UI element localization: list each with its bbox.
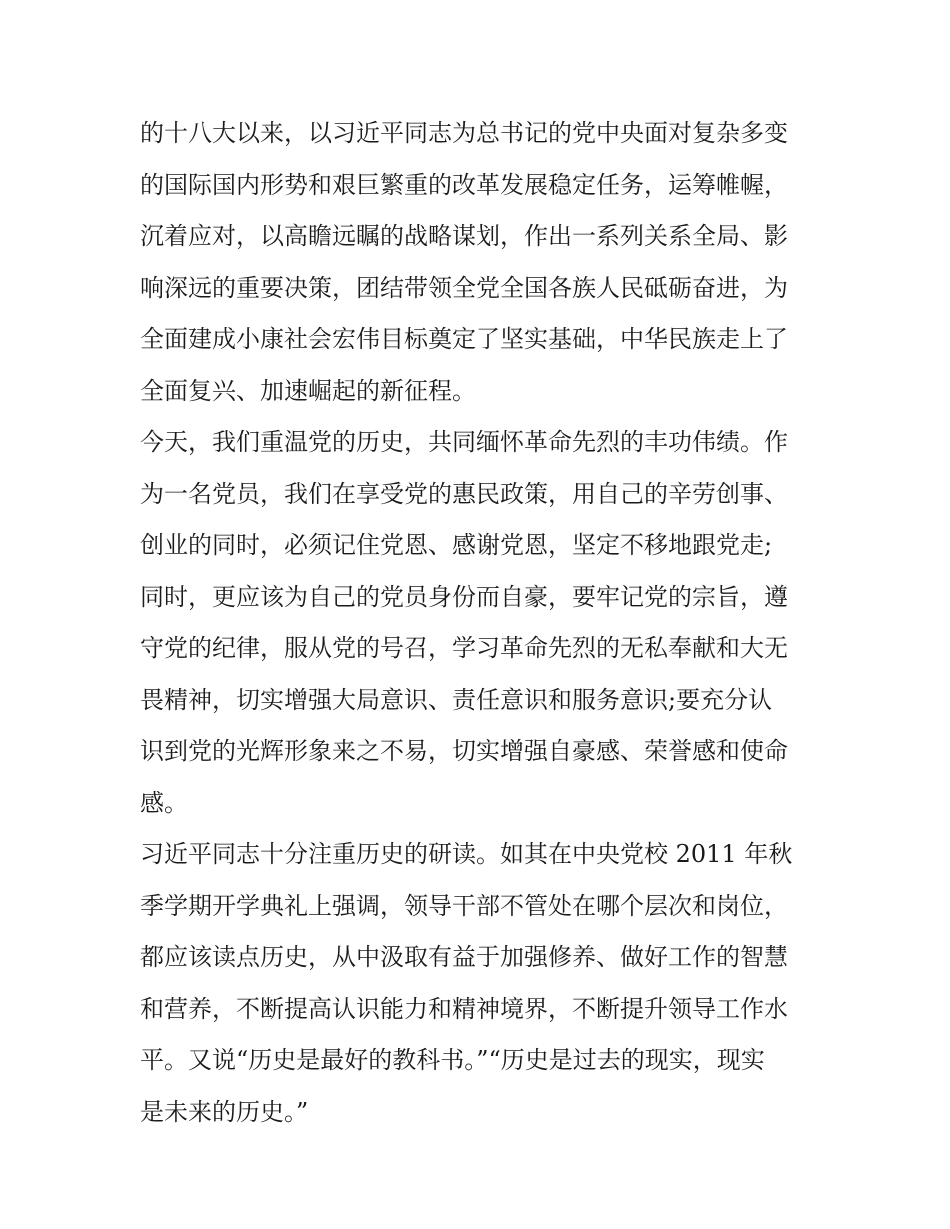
text-line: 为一名党员，我们在享受党的惠民政策，用自己的辛劳创事、 bbox=[140, 479, 788, 508]
text-line: 守党的纪律，服从党的号召，学习革命先烈的无私奉献和大无 bbox=[140, 634, 788, 662]
text-line: 是未来的历史。” bbox=[140, 1097, 309, 1126]
text-line: 全面建成小康社会宏伟目标奠定了坚实基础，中华民族走上了 bbox=[140, 325, 788, 353]
text-line: 和营养，不断提高认识能力和精神境界，不断提升领导工作水 bbox=[140, 994, 788, 1023]
text-line: 沉着应对，以高瞻远瞩的战略谋划，作出一系列关系全局、影 bbox=[140, 222, 788, 250]
text-line: 全面复兴、加速崛起的新征程。 bbox=[140, 376, 476, 405]
text-line: 响深远的重要决策，团结带领全党全国各族人民砥砺奋进，为 bbox=[140, 273, 788, 302]
text-line: 识到党的光辉形象来之不易，切实增强自豪感、荣誉感和使命 bbox=[140, 737, 788, 765]
text-line: 都应该读点历史，从中汲取有益于加强修养、做好工作的智慧 bbox=[140, 943, 788, 971]
text-line: 的十八大以来，以习近平同志为总书记的党中央面对复杂多变 bbox=[140, 119, 788, 147]
text-line: 平。又说“历史是最好的教科书。”“历史是过去的现实，现实 bbox=[140, 1046, 765, 1074]
text-line: 季学期开学典礼上强调，领导干部不管处在哪个层次和岗位， bbox=[140, 891, 788, 920]
text-line: 畏精神，切实增强大局意识、责任意识和服务意识;要充分认 bbox=[140, 685, 773, 714]
text-line: 同时，更应该为自己的党员身份而自豪，要牢记党的宗旨，遵 bbox=[140, 582, 788, 611]
body-text bbox=[140, 108, 820, 1138]
text-line: 今天，我们重温党的历史，共同缅怀革命先烈的丰功伟绩。作 bbox=[140, 428, 788, 456]
text-line: 感。 bbox=[140, 788, 188, 817]
text-line: 的国际国内形势和艰巨繁重的改革发展稳定任务，运筹帷幄， bbox=[140, 170, 788, 199]
text-line: 习近平同志十分注重历史的研读。如其在中央党校 2011 年秋 bbox=[140, 840, 793, 868]
text-line: 创业的同时，必须记住党恩、感谢党恩，坚定不移地跟党走; bbox=[140, 531, 773, 559]
